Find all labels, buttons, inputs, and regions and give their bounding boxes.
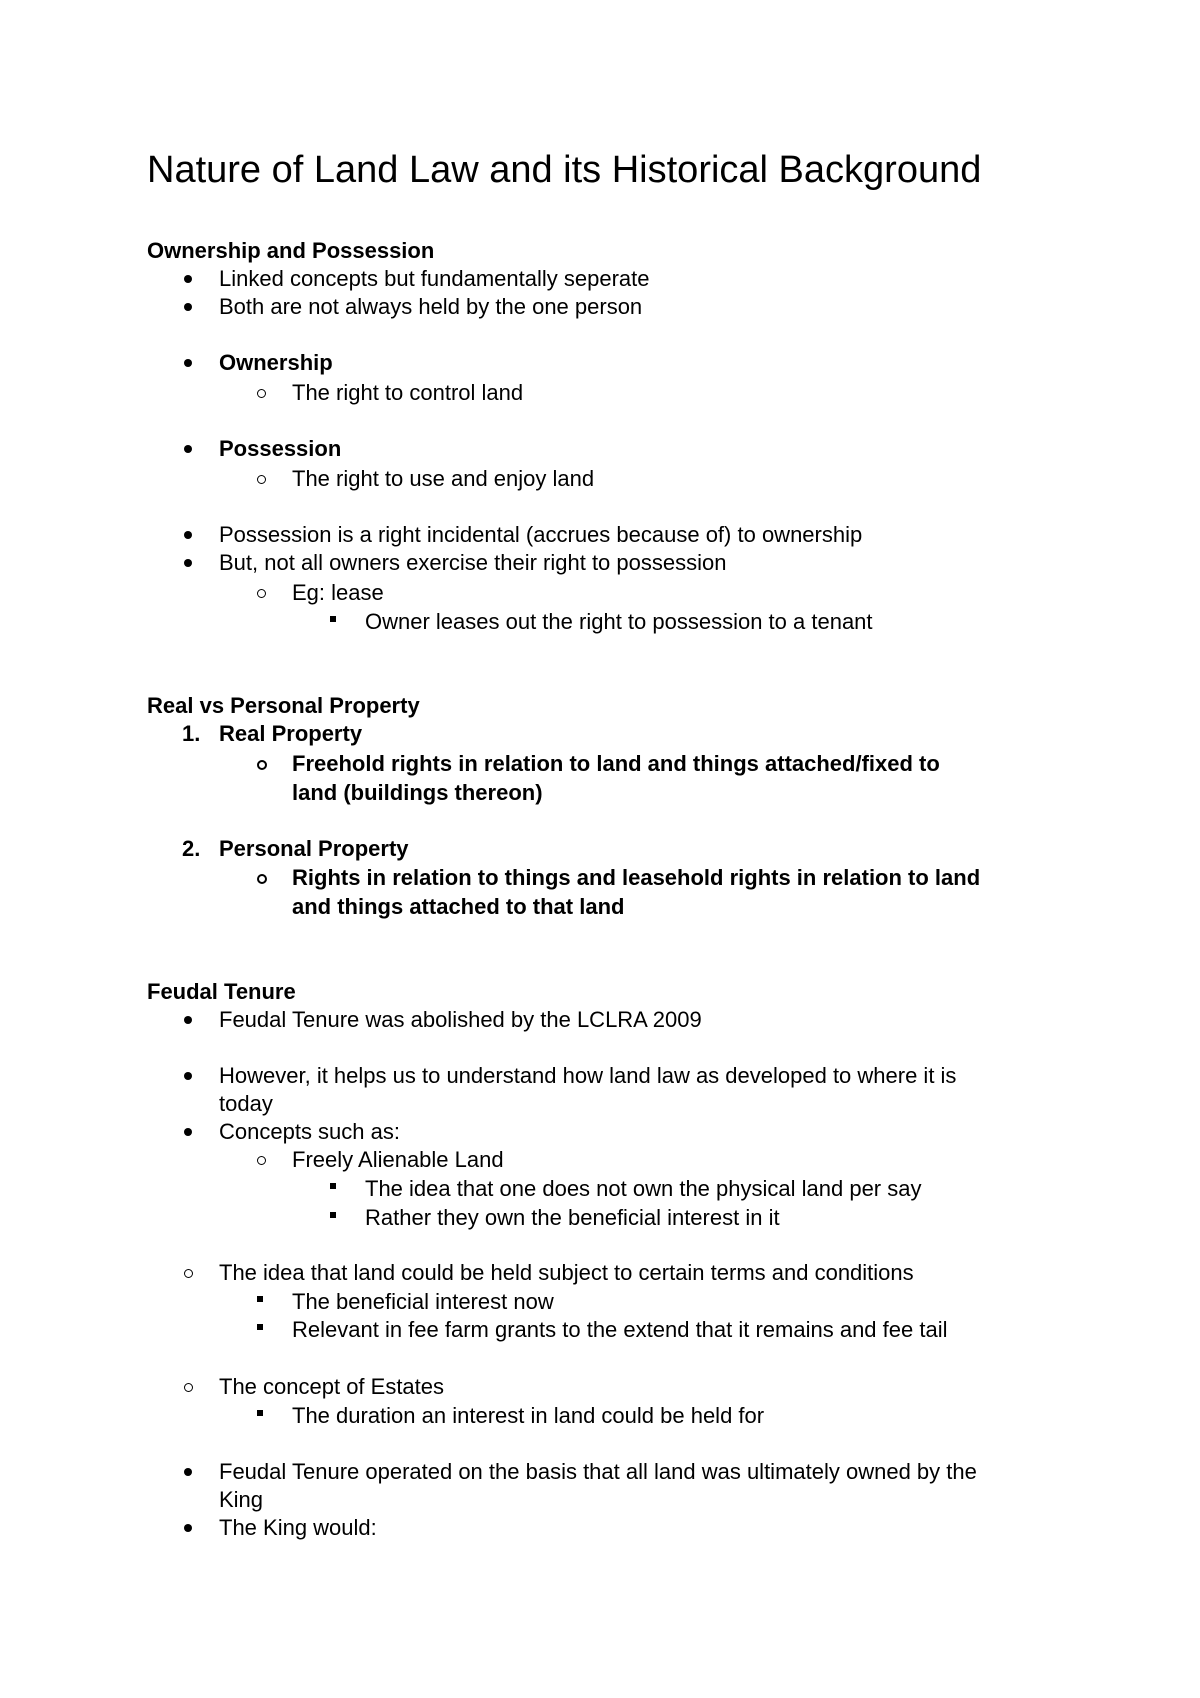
bullet-dot	[184, 531, 192, 539]
bullet-dot	[184, 1128, 192, 1136]
bullet-dot	[184, 1524, 192, 1532]
list-item-ownership: Ownership	[219, 350, 333, 375]
list-item: The beneficial interest now	[292, 1289, 554, 1314]
bullet-dot	[184, 1016, 192, 1024]
list-item: However, it helps us to understand how land law as developed to where it is	[219, 1063, 957, 1088]
section-heading-feudal-tenure: Feudal Tenure	[147, 979, 296, 1004]
list-item-real-property: Real Property	[219, 721, 363, 746]
list-item: Linked concepts but fundamentally seperate	[219, 266, 650, 291]
list-item: Relevant in fee farm grants to the extend that it remains and fee tail	[292, 1317, 948, 1342]
list-item: But, not all owners exercise their right to possession	[219, 550, 727, 575]
bullet-ring	[184, 1383, 193, 1392]
bullet-ring	[257, 389, 266, 398]
list-item: Rights in relation to things and leasehold rights in relation to land	[292, 865, 981, 890]
bullet-ring	[257, 760, 267, 770]
bullet-ring	[257, 475, 266, 484]
bullet-square	[257, 1410, 263, 1416]
section-heading-ownership-possession: Ownership and Possession	[147, 238, 435, 263]
bullet-ring	[257, 589, 266, 598]
list-item: The duration an interest in land could be held for	[292, 1403, 765, 1428]
list-item: The concept of Estates	[219, 1374, 445, 1399]
list-item: Concepts such as:	[219, 1119, 400, 1144]
bullet-dot	[184, 1468, 192, 1476]
bullet-dot	[184, 1072, 192, 1080]
list-item-possession: Possession	[219, 436, 342, 461]
page-title: Nature of Land Law and its Historical Background	[147, 149, 982, 191]
list-item: Feudal Tenure operated on the basis that all land was ultimately owned by the	[219, 1459, 977, 1484]
list-item: The idea that land could be held subject to certain terms and conditions	[219, 1260, 914, 1285]
bullet-dot	[184, 303, 192, 311]
list-number: 2.	[182, 836, 201, 861]
bullet-dot	[184, 445, 192, 453]
list-item-continuation: today	[219, 1091, 273, 1116]
list-item-personal-property: Personal Property	[219, 836, 409, 861]
bullet-square	[330, 616, 336, 622]
list-item-continuation: land (buildings thereon)	[292, 780, 543, 805]
section-heading-real-personal: Real vs Personal Property	[147, 693, 420, 718]
list-item: Eg: lease	[292, 580, 384, 605]
bullet-dot	[184, 559, 192, 567]
list-item: The right to control land	[292, 380, 524, 405]
list-item: Owner leases out the right to possession to a tenant	[365, 609, 873, 634]
bullet-ring	[257, 1156, 266, 1165]
list-item: Freely Alienable Land	[292, 1147, 504, 1172]
list-item: The right to use and enjoy land	[292, 466, 595, 491]
bullet-ring	[184, 1269, 193, 1278]
bullet-dot	[184, 359, 192, 367]
bullet-square	[330, 1183, 336, 1189]
bullet-square	[257, 1296, 263, 1302]
bullet-ring	[257, 874, 267, 884]
list-item-continuation: and things attached to that land	[292, 894, 625, 919]
list-item: Feudal Tenure was abolished by the LCLRA 2009	[219, 1007, 702, 1032]
bullet-square	[330, 1212, 336, 1218]
list-item: The idea that one does not own the physical land per say	[365, 1176, 922, 1201]
list-item-continuation: King	[219, 1487, 264, 1512]
list-item: Freehold rights in relation to land and things attached/fixed to	[292, 751, 940, 776]
list-number: 1.	[182, 721, 201, 746]
list-item: Rather they own the beneficial interest in it	[365, 1205, 780, 1230]
bullet-dot	[184, 275, 192, 283]
list-item: Possession is a right incidental (accrues because of) to ownership	[219, 522, 863, 547]
list-item: Both are not always held by the one person	[219, 294, 643, 319]
list-item: The King would:	[219, 1515, 377, 1540]
bullet-square	[257, 1324, 263, 1330]
